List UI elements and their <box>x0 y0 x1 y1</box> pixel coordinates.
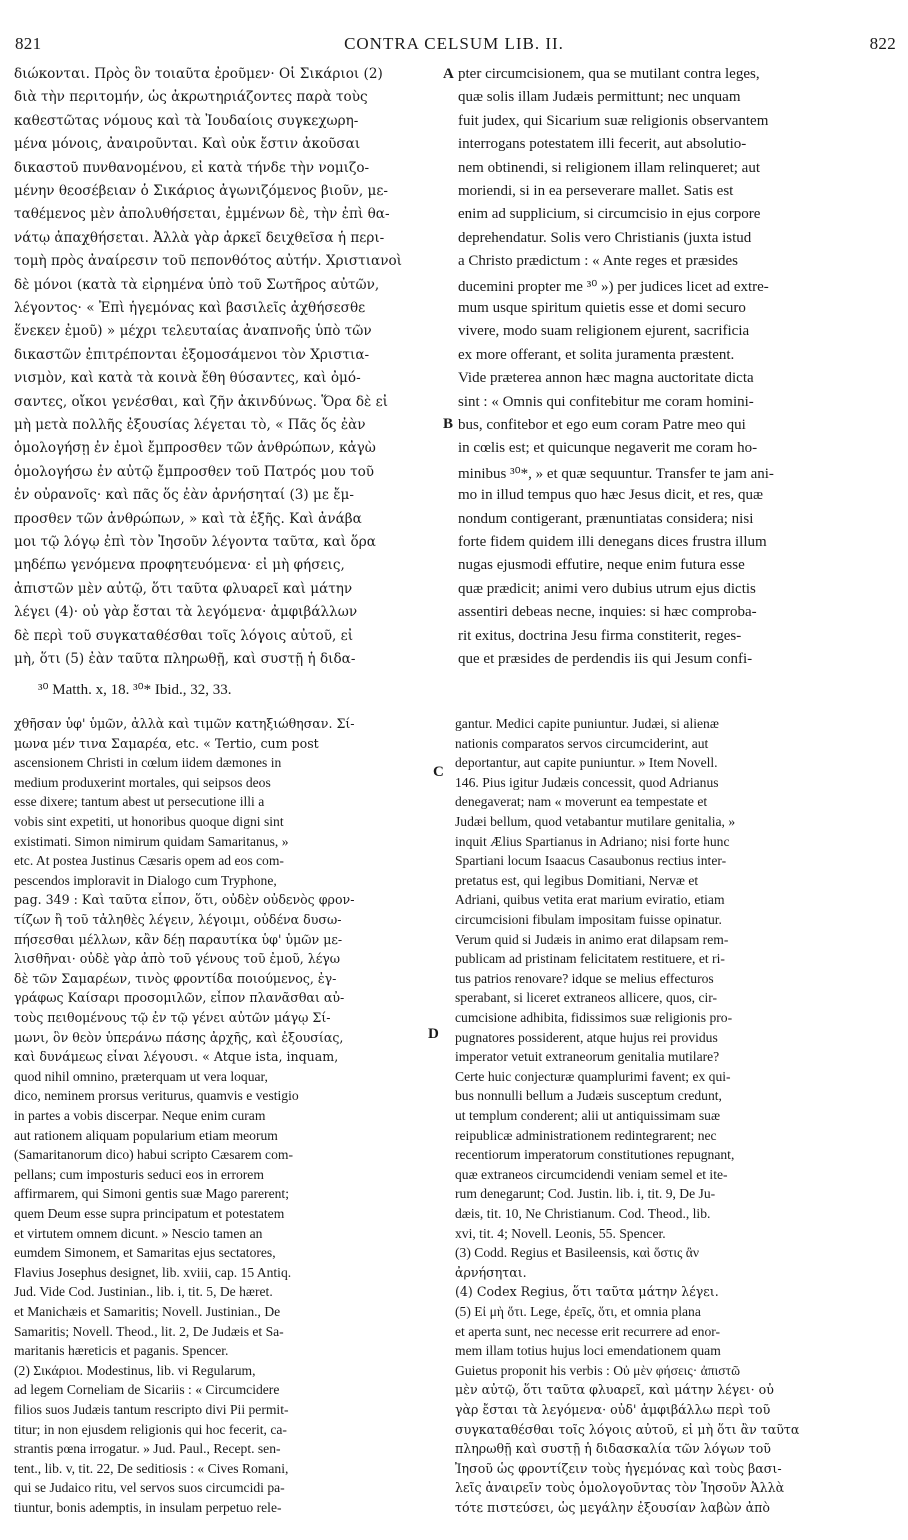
note-left-line: in partes a vobis discerpar. Neque enim curam <box>14 1108 266 1123</box>
note-left-line: filios suos Judæis tantum rescripto divi Pii permit- <box>14 1402 289 1417</box>
note-left-line: Jud. Vide Cod. Justinian., lib. i, tit. 5, De hæret. <box>14 1284 273 1300</box>
note-right-line: συγκαταθέσθαι τοῖς λόγοις αὐτοῦ, εἰ μὴ ὅτι ἂν ταῦτα <box>455 1421 800 1437</box>
note-left-line: Flavius Josephus designet, lib. xviii, cap. 15 Antiq. <box>14 1264 292 1280</box>
note-left-line: et Manichæis et Samaritis; Novell. Justinian., De <box>14 1304 281 1319</box>
latin-text-line: assentiri debeas necne, inquies: si hæc comproba- <box>458 604 757 621</box>
greek-text-line: διὰ τὴν περιτομήν, ὡς ἀκρωτηριάζοντες παρὰ τοὺς <box>14 89 368 106</box>
note-left-line: (2) Σικάριοι. Modestinus, lib. vi Regularum, <box>14 1362 256 1378</box>
latin-text-line: mo in illud tempus quo hæc Jesus dicit, et res, quæ <box>458 487 763 504</box>
greek-text-line: δὲ περὶ τοῦ συγκαταθέσθαι τοῖς λόγοις αὐτοῦ, εἰ <box>14 627 354 644</box>
latin-text-line: deprehendatur. Solis vero Christianis (juxta istud <box>458 229 752 246</box>
greek-text-line: ἀπιστῶν μὲν αὐτῷ, ὅτι ταῦτα φλυαρεῖ καὶ μάτην <box>14 580 353 597</box>
note-left-line: esse dixere; tantum abest ut persecutione illi a <box>14 794 265 810</box>
greek-text-line: τομὴ πρὸς ἀναίρεσιν τοῦ πεπονθότος αὐτήν. Χριστιανοὶ <box>14 253 402 270</box>
note-right-line: pugnatores possiderent, atque hujus rei providus <box>455 1029 718 1045</box>
greek-text-line: δὲ μόνοι (κατὰ τὰ εἰρημένα ὑπὸ τοῦ Σωτῆρος αὐτῶν, <box>14 276 380 293</box>
note-right-line: publicam ad pristinam felicitatem restituere, et ri- <box>455 951 725 967</box>
note-left-line: existimati. Simon nimirum quidam Samaritanus, » <box>14 833 289 849</box>
note-left-line: pellans; cum imposturis seduci eos in errorem <box>14 1166 264 1182</box>
greek-text-line: νισμὸν, καὶ κατὰ τὰ κοινὰ ἔθη θύσαντες, καὶ ὀμό- <box>14 370 361 387</box>
note-right-line: sperabant, si liceret extraneos allicere, quos, cir- <box>455 990 718 1006</box>
note-left-line: τίζων ἢ τοῦ τἀληθὲς λέγειν, λέγοιμι, οὐδένα δυσω- <box>14 912 342 927</box>
note-right-line: πληρωθῇ καὶ συστῇ ἡ διδασκαλία τῶν λόγων τοῦ <box>455 1441 771 1457</box>
greek-text-line: λέγει (4)· οὐ γὰρ ἔσται τὰ λεγόμενα· ἀμφιβάλλων <box>14 604 358 621</box>
note-right-line: (4) Codex Regius, ὅτι ταῦτα μάτην λέγει. <box>455 1284 719 1300</box>
latin-text-line: nondum contigerant, prænuntiatas considera; nisi <box>458 510 754 527</box>
note-right-line: dæis, tit. 10, Ne Christianum. Cod. Theod., lib. <box>455 1206 711 1221</box>
note-right-line: Guietus proponit his verbis : Οὐ μὲν φήσεις· ἀπιστῶ <box>455 1362 741 1378</box>
note-right-line: γὰρ ἔσται τὰ λεγόμενα· οὐδ' ἀμφιβάλλω περὶ τοῦ <box>455 1402 771 1417</box>
note-right-line: gantur. Medici capite puniuntur. Judæi, si alienæ <box>455 716 719 731</box>
latin-text-line: que et præsides de perdendis iis qui Jesum confi- <box>458 651 753 667</box>
greek-text-line: δικαστοῦ πυνθανομένου, εἰ κατὰ τήνδε τὴν νομιζο- <box>14 159 370 176</box>
latin-text-line: in cœlis est; et quicunque negaverit me coram ho- <box>458 440 758 457</box>
note-right-line: Spartiani locum Isaacus Casaubonus rectius inter- <box>455 853 727 869</box>
note-right-line: quæ extraneos circumcidendi veniam semel et ite- <box>455 1166 728 1182</box>
note-right-line: Adriani, quibus vetita erat marium eviratio, etiam <box>455 892 725 908</box>
note-left-line: tent., lib. v, tit. 22, De seditiosis : « Cives Romani, <box>14 1460 289 1476</box>
latin-text-line: fuit judex, qui Sicarium suæ religionis observantem <box>458 112 769 129</box>
note-left-line: dico, neminem prorsus veriturus, quamvis e vestigio <box>14 1088 299 1104</box>
greek-text-line: μοι τῷ λόγῳ ἐπὶ τὸν Ἰησοῦν λέγοντα ταῦτα, καὶ ὅρα <box>14 534 376 550</box>
note-right-line: recentiorum imperatorum constitutiones repugnant, <box>455 1147 735 1163</box>
note-left-line: δὲ τῶν Σαμαρέων, τινὸς φροντίδα ποιούμενος, ἐγ- <box>14 970 337 986</box>
page-number-right: 822 <box>869 34 896 53</box>
page-number-left: 821 <box>15 34 42 53</box>
note-left-line: (Samaritanorum dico) habui scripto Cæsarem com- <box>14 1147 293 1163</box>
latin-text-line: pter circumcisionem, qua se mutilant contra leges, <box>458 66 760 82</box>
note-right-line: deportantur, aut capite puniuntur. » Item Novell. <box>455 755 718 771</box>
note-left-line: quod nihil omnino, præterquam ut vera loquar, <box>14 1068 268 1084</box>
greek-text-line: μὴ μετὰ πολλῆς ἐξουσίας λέγεται τὸ, « Πᾶς ὅς ἐὰν <box>14 417 366 433</box>
note-left-line: eumdem Simonem, et Samaritas ejus sectatores, <box>14 1245 276 1261</box>
latin-text-line: forte fidem quidem illi denegans dices frustra illum <box>458 534 767 550</box>
note-left-line: et virtutem omnem dicunt. » Nescio tamen an <box>14 1225 263 1241</box>
latin-text-line: nem obtinendi, si religionem illam relinqueret; aut <box>458 159 761 176</box>
latin-text-line: sint : « Omnis qui confitebitur me coram homini- <box>458 393 754 410</box>
note-right-line: Certe huic conjecturæ quamplurimi favent; ex qui- <box>455 1068 731 1084</box>
greek-text-line: δικαστῶν ἐπιτρέπονται ἐξομοσάμενοι τὸν Χριστια- <box>14 346 370 363</box>
note-right-line: rum denegarunt; Cod. Justin. lib. i, tit. 9, De Ju- <box>455 1186 716 1202</box>
note-left-line: tiuntur, bonis ademptis, in insulam perpetuo rele- <box>14 1500 282 1515</box>
note-right-line: Verum quid si Judæis in animo erat dilapsam rem- <box>455 931 729 947</box>
note-right-line: circumcisioni fibulam impositam fuisse opinatur. <box>455 912 722 927</box>
note-right-line: ut templum conderent; alii ut antiquissimam suæ <box>455 1108 721 1123</box>
note-left-line: medium produxerint mortales, qui seipsos deos <box>14 774 271 790</box>
greek-text-line: καθεστῶτας νόμους καὶ τὰ Ἰουδαίοις συγκεχωρη- <box>14 112 359 129</box>
latin-text-line: ex more offerant, et solita juramenta præstent. <box>458 346 735 363</box>
note-right-line: λεῖς ἀναιρεῖν τοὺς ὁμολογοῦντας τὸν Ἰησοῦν Ἀλλὰ <box>455 1480 785 1496</box>
latin-text-line: mum usque spiritum quietis esse et domi securo <box>458 300 746 316</box>
latin-text-line: enim ad supplicium, si circumcisio in ejus corpore <box>458 206 761 223</box>
note-left-line: titur; in non ejusdem religionis qui hoc fecerit, ca- <box>14 1421 287 1437</box>
note-left-line: μωνι, ὃν θεὸν ὑπεράνω πάσης ἀρχῆς, καὶ ἐξουσίας, <box>14 1029 344 1045</box>
note-left-line: maritanis hæreticis et paganis. Spencer. <box>14 1343 229 1359</box>
note-right-line: tus patrios renovare? idque se melius effecturos <box>455 970 714 986</box>
note-left-line: τοὺς πειθομένους τῷ ἐν τῷ γένει αὐτῶν μάγῳ Σί- <box>14 1010 331 1025</box>
latin-text-line: bus, confitebor et ego eum coram Patre meo qui <box>458 417 746 433</box>
note-right-line: cumcisione adhibita, fidissimos suæ religionis pro- <box>455 1010 733 1025</box>
latin-text-line: minibus ³⁰*, » et quæ sequuntur. Transfer te jam ani- <box>458 465 774 482</box>
latin-text-line: rit exitus, doctrina Jesu firma constiterit, reges- <box>458 627 742 644</box>
note-left-line: pag. 349 : Καὶ ταῦτα εἶπον, ὅτι, οὐδὲν οὐδενὸς φρον- <box>14 892 355 908</box>
note-right-line: nationis comparatos servos circumciderint, aut <box>455 735 709 751</box>
note-right-line: ἀρνήσηται. <box>455 1264 527 1280</box>
greek-text-line: ταθέμενος μὲν ἀπολυθήσεται, ἐμμένων δὲ, τὴν ἐπὶ θα- <box>14 206 390 223</box>
greek-text-line: ὁμολογήσῃ ἐν ἐμοὶ ἔμπροσθεν τῶν ἀνθρώπων, κἀγὼ <box>14 440 376 457</box>
greek-text-line: μηδέπω γενόμενα προφητευόμενα· εἰ μὴ φήσεις, <box>14 557 345 574</box>
note-left-line: strantis pœna irrogatur. » Jud. Paul., Recept. sen- <box>14 1441 281 1457</box>
running-title: CONTRA CELSUM LIB. II. <box>344 34 564 53</box>
latin-text-line: vivere, modo suam religionem ejurent, sacrificia <box>458 323 750 340</box>
greek-text-line: νάτῳ ἀπαχθήσεται. Ἀλλὰ γὰρ ἀρκεῖ δειχθεῖσα ἡ περι- <box>14 229 385 246</box>
margin-marker-d: D <box>428 1026 439 1042</box>
greek-text-line: ὁμολογήσω ἐν αὐτῷ ἔμπροσθεν τοῦ Πατρός μου τοῦ <box>14 463 375 480</box>
note-left-line: ad legem Corneliam de Sicariis : « Circumcidere <box>14 1382 280 1398</box>
note-right-line: Judæi bellum, quod vetabantur mutilare genitalia, » <box>455 814 736 829</box>
greek-text-line: μὴ, ὅτι (5) ἐὰν ταῦτα πληρωθῇ, καὶ συστῇ ἡ διδα- <box>14 651 356 667</box>
latin-text-line: a Christo prædictum : « Ante reges et præsides <box>458 253 738 270</box>
note-left-line: λισθῆναι· οὐδὲ γὰρ ἀπὸ τοῦ γένους τοῦ ἐμοῦ, λέγω <box>14 951 341 967</box>
note-left-line: aut rationem aliquam popularium etiam meorum <box>14 1127 278 1143</box>
note-left-line: πήσεσθαι μέλλων, κἂν δέῃ παραυτίκα ὑφ' ὑμῶν με- <box>14 931 343 947</box>
greek-text-line: μένην θεοσέβειαν ὁ Σικάριος ἀγωνιζόμενος βιοῦν, με- <box>14 183 388 199</box>
note-right-line: bus nonnulli bellum a Judæis susceptum credunt, <box>455 1088 722 1104</box>
note-right-line: τότε πιστεύσει, ὡς μεγάλην ἐξουσίαν λαβὼν ἀπὸ <box>455 1500 771 1515</box>
latin-text-line: quæ prædicit; animi vero dubius utrum ejus dictis <box>458 580 756 597</box>
note-right-line: et aperta sunt, nec necesse erit recurrere ad enor- <box>455 1323 721 1339</box>
footnote-references: ³⁰ Matth. x, 18. ³⁰* Ibid., 32, 33. <box>38 682 232 698</box>
note-right-line: denegaverat; nam « moverunt ea tempestate et <box>455 794 708 810</box>
greek-text-line: ἐν οὐρανοῖς· καὶ πᾶς ὅς ἐὰν ἀρνήσηταί (3) με ἔμ- <box>14 487 354 504</box>
note-left-line: Samaritis; Novell. Theod., lit. 2, De Judæis et Sa- <box>14 1323 284 1339</box>
note-right-line: pretatus est, qui legibus Domitiani, Nervæ et <box>455 872 699 888</box>
note-right-line: reipublicæ administrationem redintegrarent; nec <box>455 1127 717 1143</box>
greek-text-line: ἕνεκεν ἐμοῦ) » μέχρι τελευταίας ἀναπνοῆς ὑπὸ τῶν <box>14 323 372 340</box>
margin-marker-b: B <box>443 416 454 432</box>
greek-text-line: λέγοντος· « Ἐπὶ ἡγεμόνας καὶ βασιλεῖς ἀχθήσεσθε <box>14 300 366 316</box>
note-left-line: χθῆσαν ὑφ' ὑμῶν, ἀλλὰ καὶ τιμῶν κατηξιώθησαν. Σί- <box>14 716 355 731</box>
note-right-line: 146. Pius igitur Judæis concessit, quod Adrianus <box>455 774 719 790</box>
note-right-line: Ἰησοῦ ὡς φροντίζειν τοὺς ἡγεμόνας καὶ τοὺς βασι- <box>455 1460 782 1476</box>
note-left-line: qui se Judaico ritu, vel servos suos circumcidi pa- <box>14 1480 285 1496</box>
latin-text-line: interrogans potestatem illi fecerit, aut absolutio- <box>458 136 747 153</box>
latin-text-line: moriendi, si in ea perseverare mallet. Satis est <box>458 183 734 199</box>
note-right-line: (5) Εἰ μὴ ὅτι. Lege, ἐρεῖς, ὅτι, et omnia plana <box>455 1304 701 1319</box>
note-left-line: μωνα μέν τινα Σαμαρέα, etc. « Tertio, cum post <box>14 735 319 751</box>
note-left-line: quem Deum esse supra principatum et potestatem <box>14 1206 285 1221</box>
note-left-line: καὶ δυνάμεως εἶναι λέγουσι. « Atque ista, inquam, <box>14 1049 339 1065</box>
note-left-line: pescendos imploravit in Dialogo cum Tryphone, <box>14 872 277 888</box>
note-right-line: (3) Codd. Regius et Basileensis, καὶ ὅστις ἂν <box>455 1245 700 1261</box>
greek-text-line: προσθεν τῶν ἀνθρώπων, » καὶ τὰ ἑξῆς. Καὶ ἀνάβα <box>14 510 362 527</box>
note-left-line: ascensionem Christi in cœlum iidem dæmones in <box>14 755 282 771</box>
latin-text-line: quæ solis illam Judæis permittunt; nec unquam <box>458 89 741 106</box>
note-right-line: μὲν αὐτῷ, ὅτι ταῦτα φλυαρεῖ, καὶ μάτην λέγει· οὐ <box>455 1382 774 1398</box>
latin-text-line: Vide præterea annon hæc magna auctoritate dicta <box>458 370 754 387</box>
greek-text-line: σαντες, οἴκοι γενέσθαι, καὶ ζῆν ἀκινδύνως. Ὅρα δὲ εἰ <box>14 393 388 410</box>
latin-text-line: nugas ejusmodi effutire, neque enim futura esse <box>458 557 745 574</box>
note-right-line: imperator vetuit extraneorum genitalia mutilare? <box>455 1049 720 1065</box>
note-left-line: γράφως Καίσαρι προσομιλῶν, εἶπον πλανᾶσθαι αὐ- <box>14 990 345 1006</box>
note-left-line: affirmarem, qui Simoni gentis suæ Mago parerent; <box>14 1186 289 1202</box>
note-left-line: etc. At postea Justinus Cæsaris opem ad eos com- <box>14 853 284 869</box>
greek-text-line: μένα μόνοις, ἀναιροῦνται. Καὶ οὐκ ἔστιν ἀκοῦσαι <box>14 136 361 153</box>
margin-marker-c: C <box>433 764 444 780</box>
note-right-line: xvi, tit. 4; Novell. Leonis, 55. Spencer. <box>455 1225 666 1241</box>
greek-text-line: διώκονται. Πρὸς ὃν τοιαῦτα ἐροῦμεν· Οἱ Σικάριοι (2) <box>14 66 383 82</box>
note-right-line: inquit Ælius Spartianus in Adriano; nisi forte hunc <box>455 833 730 849</box>
latin-text-line: ducemini propter me ³⁰ ») per judices licet ad extre- <box>458 278 769 295</box>
margin-marker-a: A <box>443 66 454 82</box>
note-right-line: mem illam totius hujus loci emendationem quam <box>455 1343 721 1359</box>
note-left-line: vobis sint expetiti, ut honoribus quoque digni sint <box>14 814 284 829</box>
